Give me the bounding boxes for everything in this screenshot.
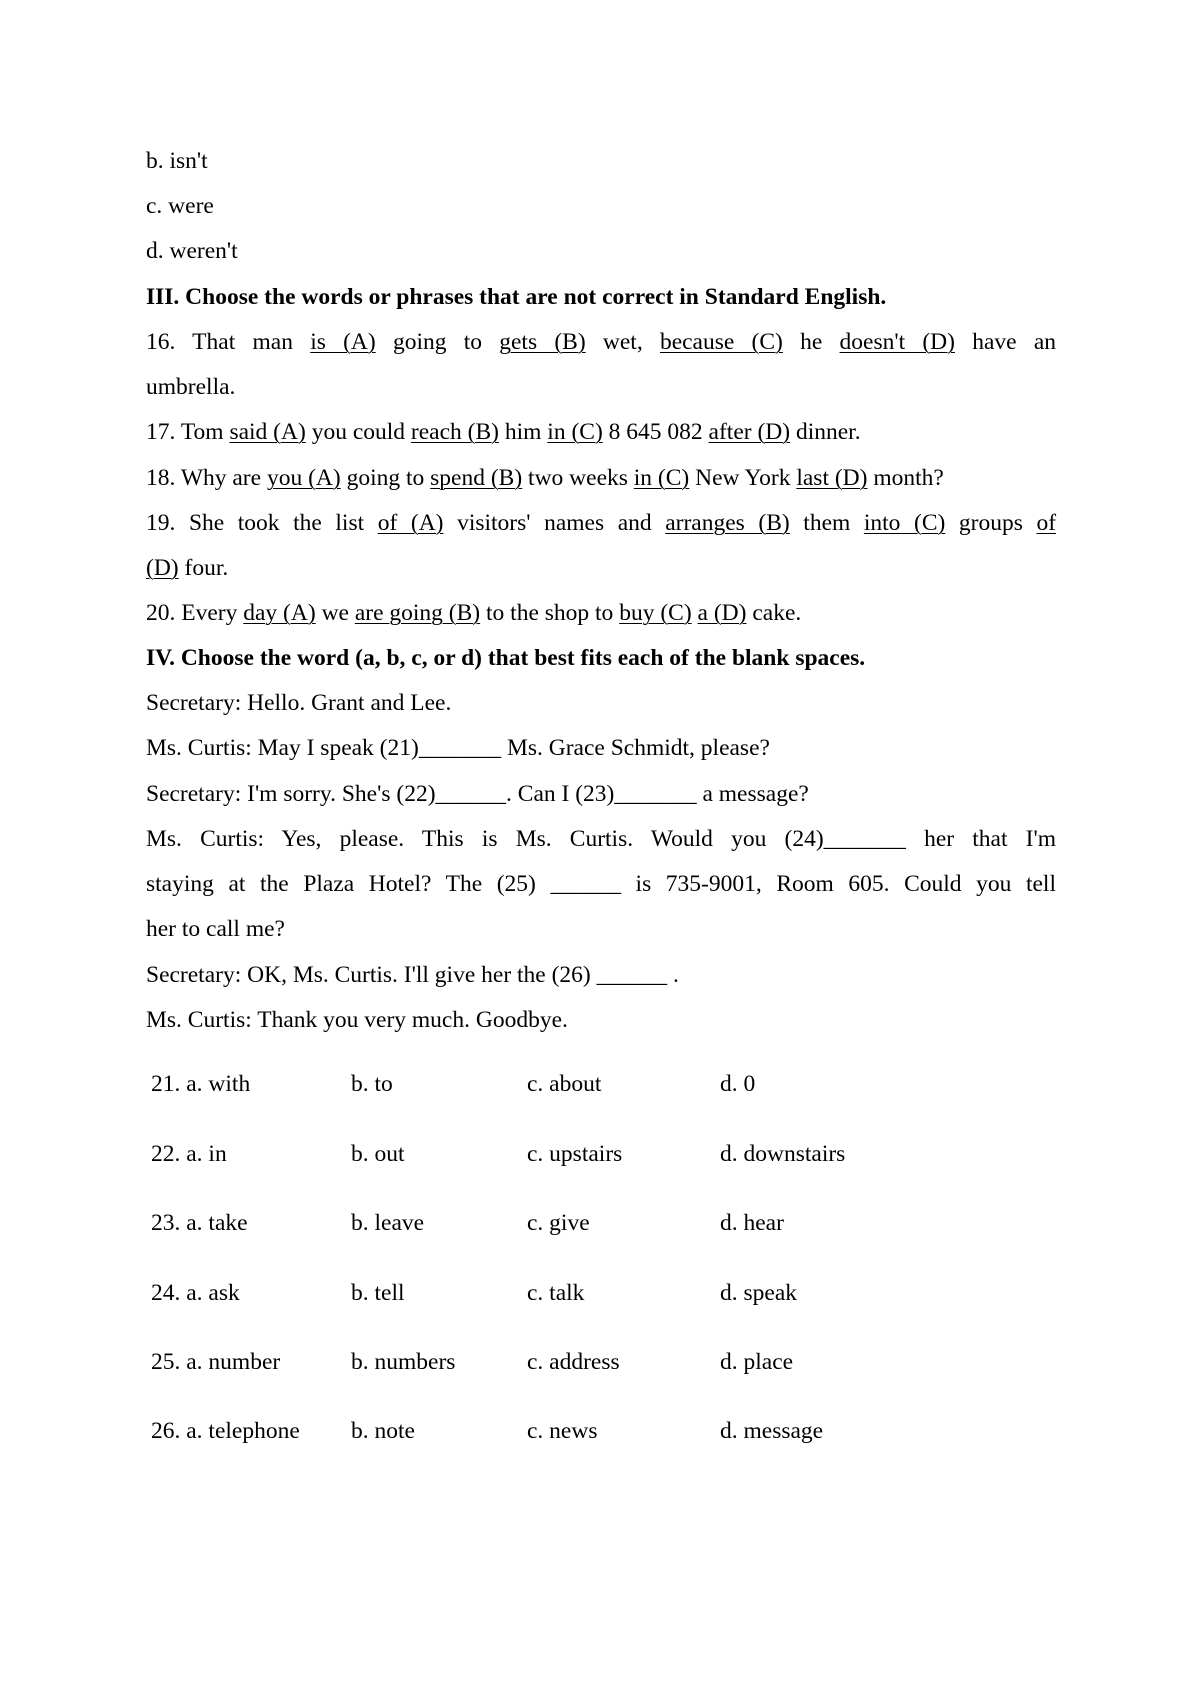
option-b-line: b. isn't — [146, 148, 208, 174]
q18-option-d: last (D) — [796, 465, 868, 491]
option-cell: d. downstairs — [720, 1141, 846, 1167]
option-cell: 21. a. with — [151, 1071, 251, 1097]
q19-option-a: of (A) — [377, 510, 444, 536]
option-cell: 22. a. in — [151, 1141, 227, 1167]
dialogue-line: Ms. Curtis: Yes, please. This is Ms. Curtis. Would you (24)_______ her that I'm — [146, 826, 1056, 852]
q20-option-a: day (A) — [243, 600, 316, 626]
question-18: 18. Why are you (A) going to spend (B) two weeks in (C) New York last (D) month? — [146, 465, 944, 491]
q16-option-d: doesn't (D) — [839, 329, 955, 355]
dialogue-line: Ms. Curtis: Thank you very much. Goodbye. — [146, 1007, 568, 1033]
q17-option-c: in (C) — [547, 419, 603, 445]
option-cell: 25. a. number — [151, 1349, 281, 1375]
option-cell: d. place — [720, 1349, 794, 1375]
q19-option-d-part2: (D) — [146, 555, 179, 581]
q16-option-b: gets (B) — [499, 329, 586, 355]
q17-option-a: said (A) — [229, 419, 306, 445]
option-cell: 23. a. take — [151, 1210, 248, 1236]
q18-option-a: you (A) — [266, 465, 341, 491]
question-17: 17. Tom said (A) you could reach (B) him in (C) 8 645 082 after (D) dinner. — [146, 419, 861, 445]
option-cell: b. tell — [351, 1280, 405, 1306]
option-cell: c. about — [527, 1071, 602, 1097]
question-20: 20. Every day (A) we are going (B) to the shop to buy (C) a (D) cake. — [146, 600, 802, 626]
dialogue-line: her to call me? — [146, 916, 285, 942]
q18-option-b: spend (B) — [430, 465, 523, 491]
q20-option-d: a (D) — [697, 600, 747, 626]
q20-option-b: are going (B) — [354, 600, 481, 626]
q19-option-d-part1: of — [1036, 510, 1057, 536]
dialogue-line: Secretary: I'm sorry. She's (22)______. Can I (23)_______ a message? — [146, 781, 809, 807]
q17-option-d: after (D) — [708, 419, 791, 445]
option-d-line: d. weren't — [146, 238, 238, 264]
q19-option-c: into (C) — [863, 510, 946, 536]
option-cell: b. to — [351, 1071, 393, 1097]
question-19: 19. She took the list of (A) visitors' names and arranges (B) them into (C) groups of — [146, 510, 1057, 536]
option-cell: b. leave — [351, 1210, 425, 1236]
question-19-continuation: (D) four. — [146, 555, 229, 581]
q19-option-b: arranges (B) — [665, 510, 790, 536]
option-cell: b. note — [351, 1418, 415, 1444]
option-cell: b. out — [351, 1141, 405, 1167]
q17-option-b: reach (B) — [410, 419, 499, 445]
option-cell: d. message — [720, 1418, 824, 1444]
option-cell: c. news — [527, 1418, 598, 1444]
option-cell: d. 0 — [720, 1071, 756, 1097]
q16-option-c: because (C) — [659, 329, 783, 355]
option-cell: d. speak — [720, 1280, 798, 1306]
dialogue-line: staying at the Plaza Hotel? The (25) ______ is 735-9001, Room 605. Could you tell — [146, 871, 1056, 897]
section-4-heading: IV. Choose the word (a, b, c, or d) that best fits each of the blank spaces. — [146, 645, 866, 671]
option-cell: 24. a. ask — [151, 1280, 240, 1306]
q18-option-c: in (C) — [633, 465, 690, 491]
dialogue-line: Secretary: Hello. Grant and Lee. — [146, 690, 452, 716]
q16-option-a: is (A) — [310, 329, 376, 355]
option-cell: 26. a. telephone — [151, 1418, 300, 1444]
option-c-line: c. were — [146, 193, 214, 219]
option-cell: c. give — [527, 1210, 590, 1236]
option-cell: c. address — [527, 1349, 620, 1375]
dialogue-line: Secretary: OK, Ms. Curtis. I'll give her the (26) ______ . — [146, 962, 679, 988]
option-cell: d. hear — [720, 1210, 784, 1236]
option-cell: c. upstairs — [527, 1141, 623, 1167]
question-16-continuation: umbrella. — [146, 374, 236, 400]
option-cell: c. talk — [527, 1280, 585, 1306]
option-cell: b. numbers — [351, 1349, 456, 1375]
section-3-heading: III. Choose the words or phrases that are not correct in Standard English. — [146, 284, 887, 310]
question-16: 16. That man is (A) going to gets (B) wet, because (C) he doesn't (D) have an — [146, 329, 1056, 355]
q20-option-c: buy (C) — [619, 600, 692, 626]
dialogue-line: Ms. Curtis: May I speak (21)_______ Ms. Grace Schmidt, please? — [146, 735, 770, 761]
